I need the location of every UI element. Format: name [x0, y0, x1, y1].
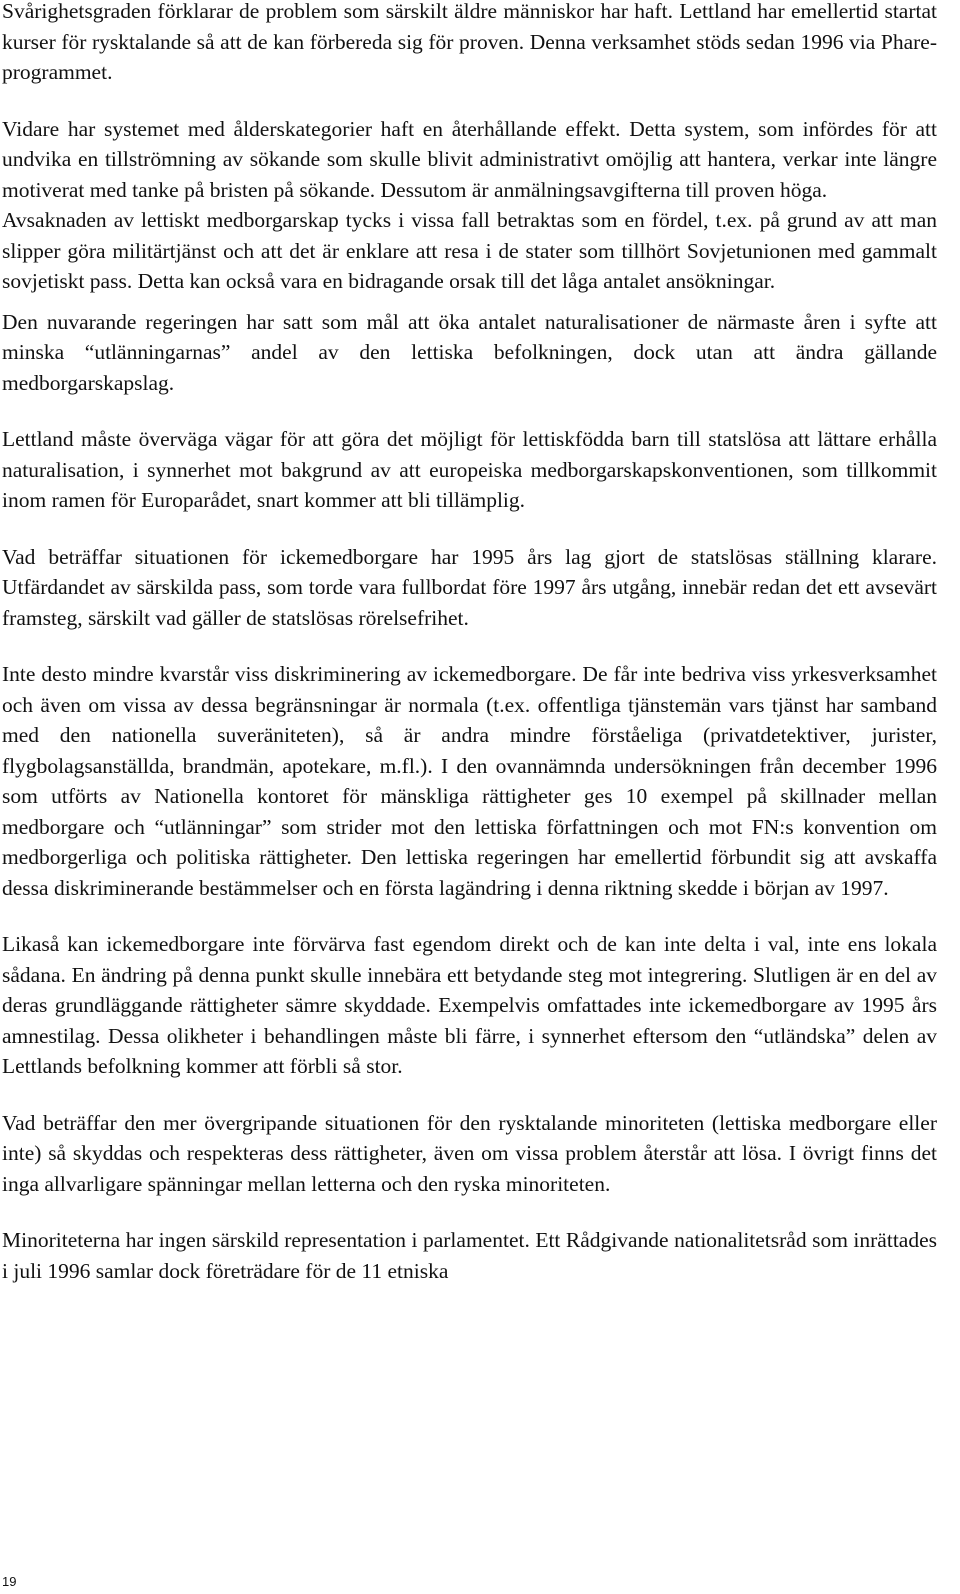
document-body: [2, 0, 937, 1312]
paragraph-government-goal: Den nuvarande regeringen har satt som mål att öka antalet naturalisationer de närmaste åren i syfte att minska “utlänningarnas” andel av den lettiska befolkningen, dock utan att ändra gällande medborgarskapslag.: [2, 309, 937, 395]
paragraph-discrimination: Inte desto mindre kvarstår viss diskriminering av ickemedborgare. De får inte bedriva viss yrkesverksamhet och även om vissa av dessa begränsningar är normala (t.ex. offentliga tjänstemän vars tjänst har samband med den nationella suveräniteten), så är andra mindre förståeliga (privatdetektiver, jurister, flygbolagsanställda, brandmän, apotekare, m.fl.). I den ovannämnda undersökningen från december 1996 som utförts av Nationella kontoret för mänskliga rättigheter ges 10 exempel på skillnader mellan medborgare och “utlänningar” som strider mot den lettiska författningen och mot FN:s konvention om medborgerliga och politiska rättigheter. Den lettiska regeringen har emellertid förbundit sig att avskaffa dessa diskriminerande bestämmelser och en första lagändring i denna riktning skedde i början av 1997.: [2, 662, 937, 900]
paragraph-minority-representation: Minoriteterna har ingen särskild representation i parlamentet. Ett Rådgivande nationalitetsråd som inrättades i juli 1996 samlar dock företrädare för de 11 etniska: [2, 1228, 937, 1283]
paragraph-non-citizens-law: Vad beträffar situationen för ickemedborgare har 1995 års lag gjort de statslösas ställning klarare. Utfärdandet av särskilda pass, som torde vara fullbordat före 1997 års utgång, innebär redan det ett avsevärt framsteg, särskilt vad gäller de statslösas rörelsefrihet.: [2, 544, 937, 630]
paragraph-russian-minority: Vad beträffar den mer övergripande situationen för den rysktalande minoriteten (lettiska medborgare eller inte) så skyddas och respekteras dess rättigheter, även om vissa problem återstår att lösa. I övrigt finns det inga allvarligare spänningar mellan letterna och den ryska minoriteten.: [2, 1110, 937, 1196]
paragraph-difficulty: Svårighetsgraden förklarar de problem som särskilt äldre människor har haft. Lettland har emellertid startat kurser för rysktalande så att de kan förbereda sig för proven. Denna verksamhet stöds sedan 1996 via Phare-programmet.: [2, 0, 937, 84]
paragraph-property-and-voting: Likaså kan ickemedborgare inte förvärva fast egendom direkt och de kan inte delta i val, inte ens lokala sådana. En ändring på denna punkt skulle innebära ett betydande steg mot integrering. Slutligen är en del av deras grundläggande rättigheter sämre skyddade. Exempelvis omfattades inte ickemedborgare av 1995 års amnestilag. Dessa olikheter i behandlingen måste bli färre, i synnerhet eftersom den “utländska” delen av Lettlands befolkning kommer att förbli så stor.: [2, 932, 937, 1078]
paragraph-stateless-children: Lettland måste överväga vägar för att göra det möjligt för lettiskfödda barn till statslösa att lättare erhålla naturalisation, i synnerhet mot bakgrund av att europeiska medborgarskapskonventionen, som tillkommit inom ramen för Europarådet, snart kommer att bli tillämplig.: [2, 427, 937, 512]
paragraph-lack-of-citizenship: Avsaknaden av lettiskt medborgarskap tycks i vissa fall betraktas som en fördel, t.ex. på grund av att man slipper göra militärtjänst och att det är enklare att resa i de stater som tillhört Sovjetunionen med gammalt sovjetiskt pass. Detta kan också vara en bidragande orsak till det låga antalet ansökningar.: [2, 208, 937, 293]
page-number: 19: [2, 1574, 17, 1589]
paragraph-age-categories: Vidare har systemet med ålderskategorier haft en återhållande effekt. Detta system, som infördes för att undvika en tillströmning av sökande som skulle blivit administrativt omöjlig att hantera, verkar inte längre motiverat med tanke på bristen på sökande. Dessutom är anmälningsavgifterna till proven höga.: [2, 116, 937, 202]
